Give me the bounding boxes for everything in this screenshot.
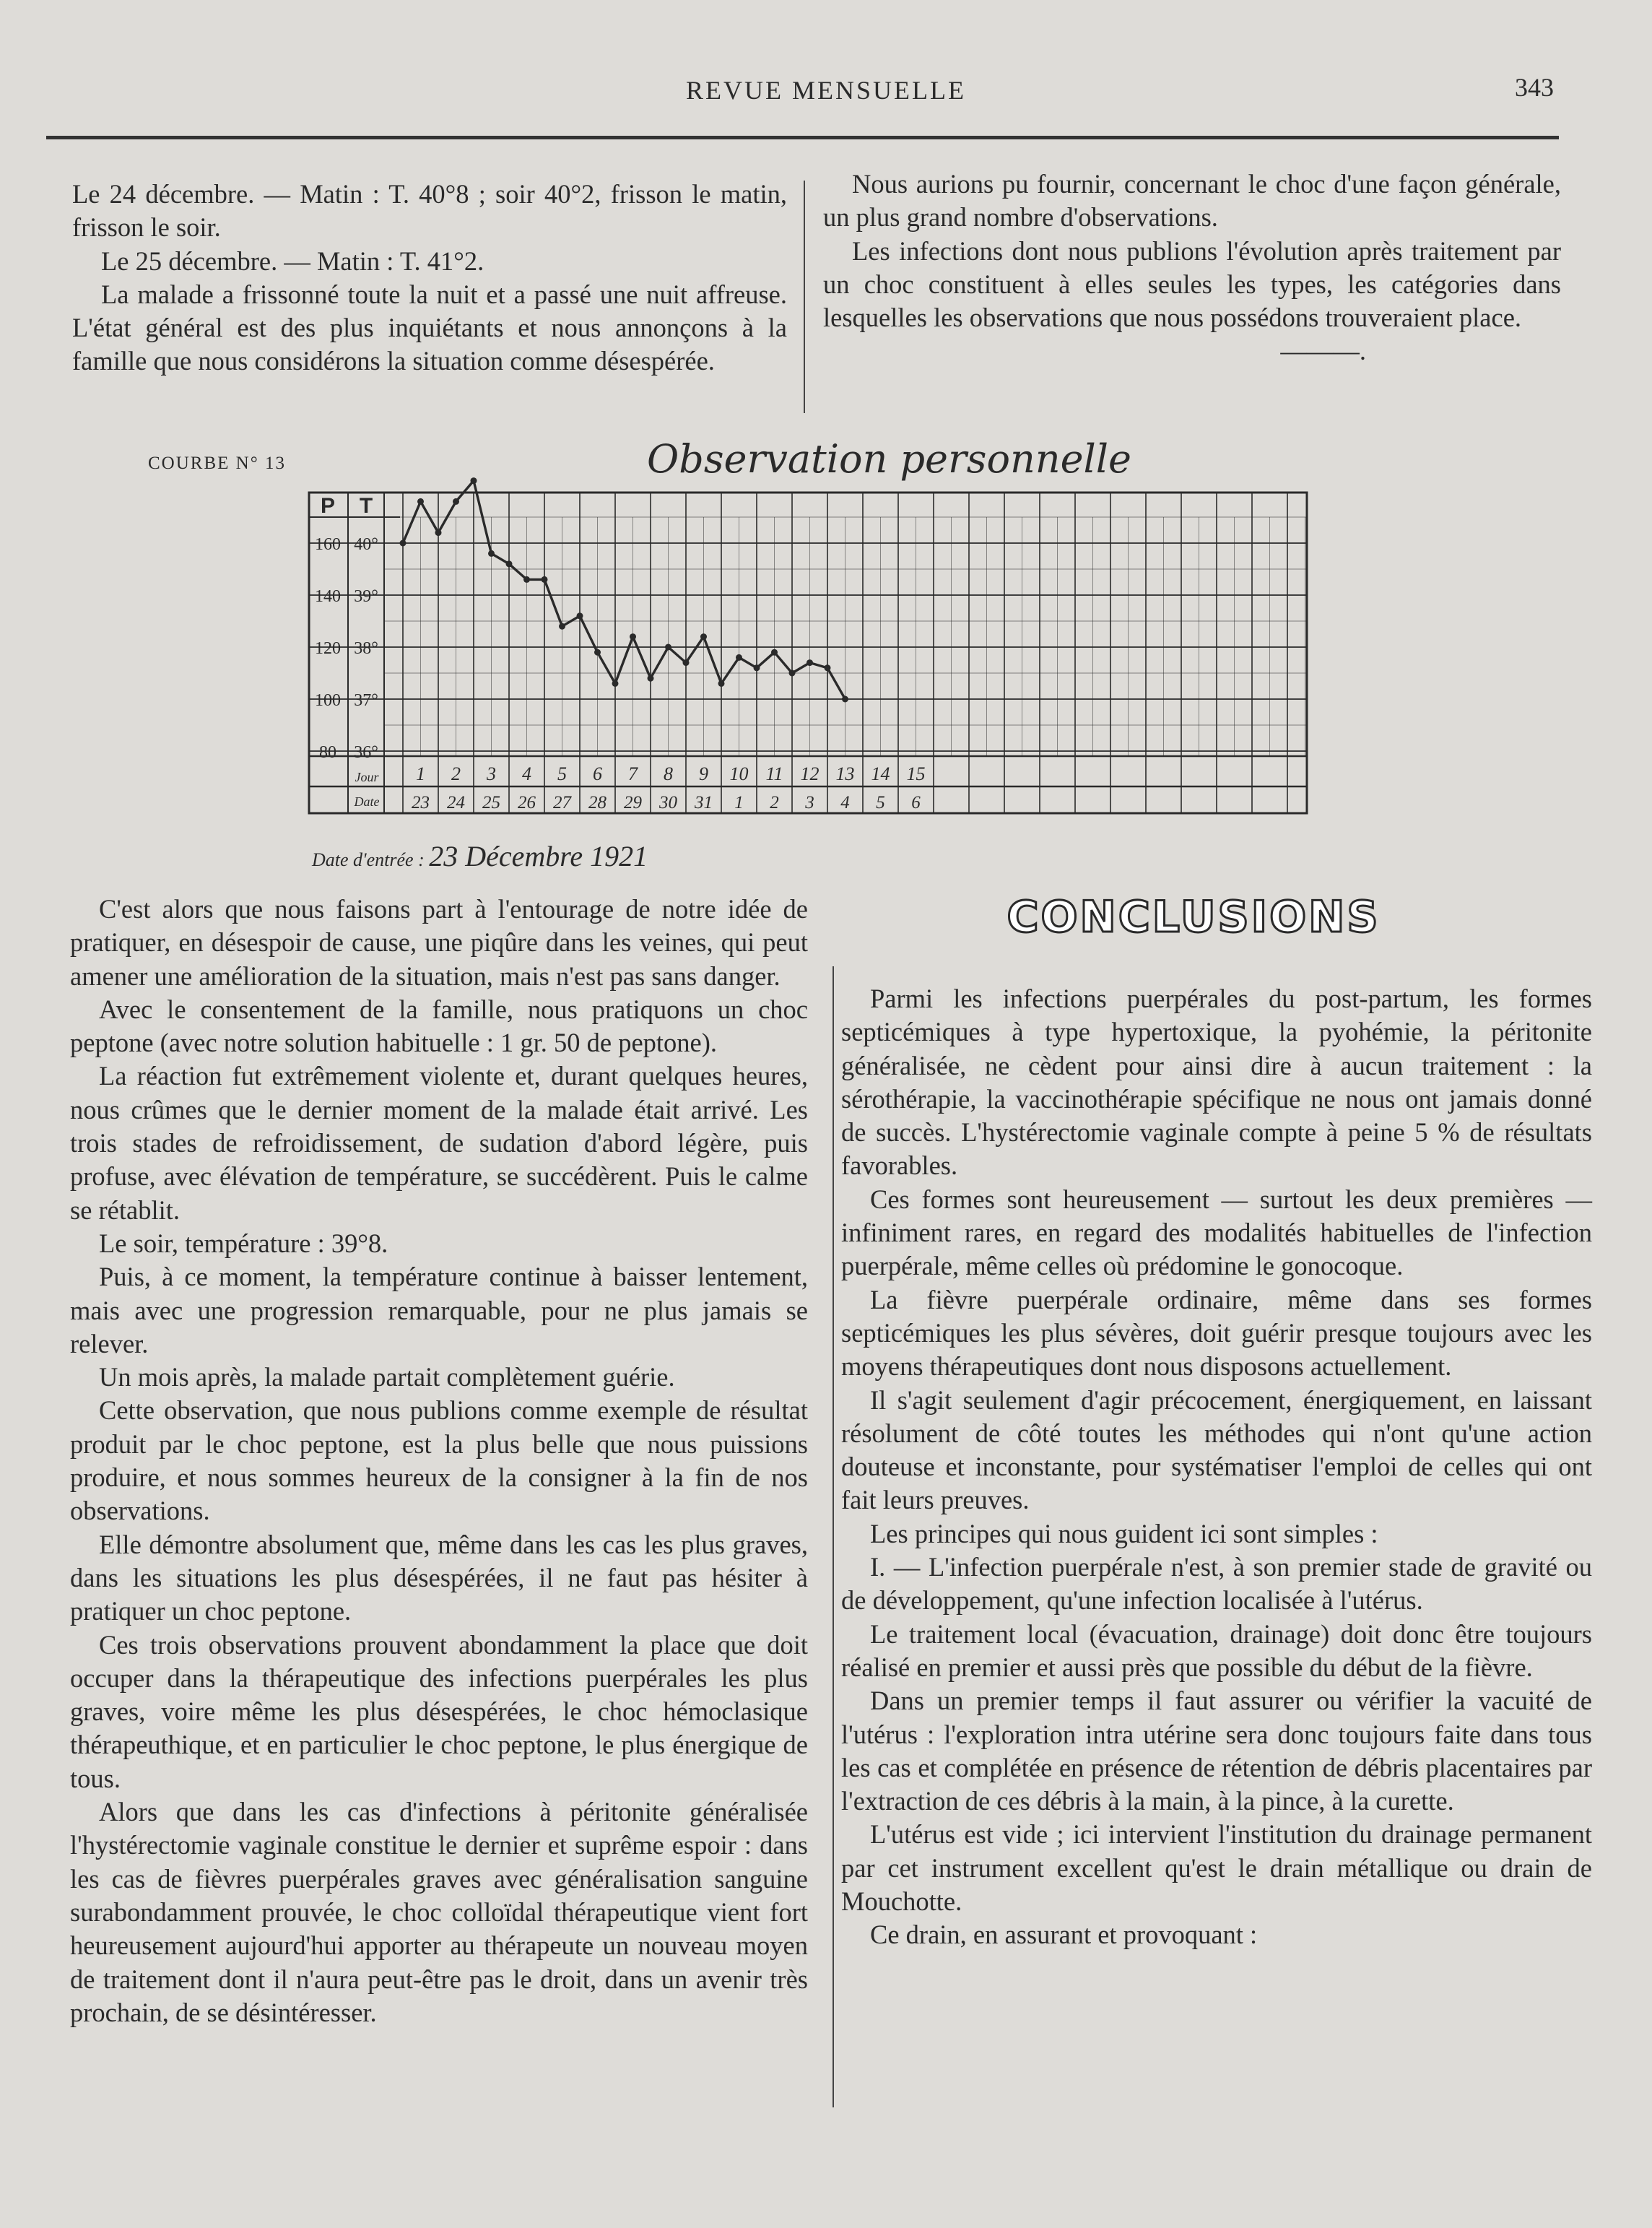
paragraph: Un mois après, la malade partait complètement guérie. — [99, 1362, 675, 1392]
temp-tick-label: 39° — [354, 587, 378, 606]
chart-date-caption — [312, 839, 648, 873]
paragraph: Les infections dont nous publions l'évolution après traitement par un choc constituent à elles seules les types, les catégories dans lesquelles les observations que nous possédons trouveraient place. — [823, 235, 1561, 333]
date-number: 23 — [412, 793, 430, 812]
temperature-point — [825, 664, 831, 671]
jour-number: 7 — [628, 763, 638, 784]
section-separator: ———. — [1280, 336, 1366, 366]
temperature-point — [506, 560, 513, 567]
jour-number: 12 — [800, 763, 820, 784]
paragraph: Nous aurions pu fournir, concernant le choc d'une façon générale, un plus grand nombre d'observations. — [823, 169, 1561, 233]
paragraph: Les principes qui nous guident ici sont simples : — [870, 1518, 1378, 1548]
temp-tick-label: 38° — [354, 639, 378, 658]
temperature-point — [400, 540, 407, 547]
pulse-tick-label: 160 — [315, 535, 341, 554]
date-number: 4 — [840, 793, 850, 812]
conclusions-heading: CONCLUSIONS — [1007, 892, 1381, 942]
paragraph: Le traitement local (évacuation, drainage) doit donc être toujours réalisé en premier et aussi près que possible du début de la fièvre. — [841, 1618, 1592, 1682]
chart-title: Observation personnelle — [647, 436, 1132, 482]
jour-number: 1 — [416, 763, 425, 784]
paragraph: Elle démontre absolument que, même dans les cas les plus graves, dans les situations les plus désespérées, il ne faut pas hésiter à pratiquer un choc peptone. — [70, 1529, 808, 1626]
date-number: 31 — [695, 793, 713, 812]
date-number: 30 — [659, 793, 677, 812]
bottom-right-column — [841, 982, 1592, 1952]
date-number: 29 — [624, 793, 642, 812]
page-number: 343 — [1515, 73, 1554, 102]
jour-number: 13 — [835, 763, 855, 784]
temperature-point — [577, 612, 583, 619]
temperature-point — [559, 623, 565, 630]
pulse-tick-label: 100 — [315, 691, 341, 710]
temperature-point — [471, 477, 477, 484]
jour-number: 8 — [664, 763, 673, 784]
temperature-point — [736, 654, 742, 661]
paragraph: Parmi les infections puerpérales du post-partum, les formes septicémiques à type hypertoxique, la pyohémie, la péritonite généralisée, ne cèdent pour ainsi dire à aucun traitement : la sérothérapie, la vaccinothérapie spécifique ne nous ont jamais donné de succès. L'hystérectomie vaginale compte à peine 5 % de résultats favorables. — [841, 984, 1592, 1181]
pulse-tick-label: 140 — [315, 587, 341, 606]
temperature-point — [665, 644, 671, 651]
temperature-point — [789, 670, 796, 677]
date-number: 5 — [876, 793, 885, 812]
jour-number: 3 — [487, 763, 496, 784]
paragraph: Avec le consentement de la famille, nous pratiquons un choc peptone (avec notre solution habituelle : 1 gr. 50 de peptone). — [70, 994, 808, 1058]
temperature-point — [683, 659, 690, 666]
jour-number: 11 — [765, 763, 783, 784]
temp-tick-label: 37° — [354, 691, 378, 710]
temperature-point — [417, 498, 424, 505]
chart-date-value: 23 Décembre 1921 — [429, 840, 648, 872]
temperature-point — [718, 680, 725, 687]
temperature-point — [542, 576, 548, 583]
paragraph: Il s'agit seulement d'agir précocement, énergiquement, en laissant résolument de côté toutes les méthodes qui n'ont qu'une action douteuse et inconstante, pour systématiser l'emploi de celles qui ont fait leurs preuves. — [841, 1384, 1592, 1515]
temperature-point — [630, 633, 636, 640]
date-number: 1 — [734, 793, 744, 812]
temp-tick-label: 36° — [354, 743, 378, 762]
jour-number: 14 — [871, 763, 890, 784]
paragraph: C'est alors que nous faisons part à l'entourage de notre idée de pratiquer, en désespoir de cause, une piqûre dans les veines, qui peut amener une amélioration de la situation, mais n'est pas sans danger. — [70, 894, 808, 991]
temperature-point — [453, 498, 459, 505]
chart-marks — [400, 477, 849, 702]
temperature-point — [842, 696, 848, 703]
temperature-point — [648, 675, 654, 682]
jour-number: 10 — [729, 763, 749, 784]
paragraph: I. — L'infection puerpérale n'est, à son premier stade de gravité ou de développement, qu'une infection localisée à l'utérus. — [841, 1552, 1592, 1616]
temperature-chart — [0, 0, 1652, 867]
pulse-tick-label: 120 — [315, 639, 341, 658]
temperature-point — [523, 576, 530, 583]
paragraph: Ce drain, en assurant et provoquant : — [870, 1920, 1258, 1950]
date-number: 3 — [805, 793, 814, 812]
chart-texts — [315, 494, 926, 812]
temperature-point — [594, 649, 601, 656]
paragraph: Le 25 décembre. — Matin : T. 41°2. — [101, 246, 484, 276]
temperature-point — [807, 659, 813, 666]
pulse-axis-title: P — [320, 494, 336, 518]
jour-number: 4 — [522, 763, 531, 784]
temperature-point — [754, 664, 760, 671]
column-divider-bottom — [832, 966, 834, 2107]
temperature-line — [403, 481, 845, 699]
date-number: 25 — [482, 793, 500, 812]
jour-row-label: Jour — [355, 770, 379, 784]
paragraph: Puis, à ce moment, la température continue à baisser lentement, mais avec une progression remarquable, pour ne plus jamais se relever. — [70, 1262, 808, 1358]
running-head: REVUE MENSUELLE — [686, 76, 966, 105]
paragraph: L'utérus est vide ; ici intervient l'institution du drainage permanent par cet instrument excellent qu'est le drain métallique ou drain de Mouchotte. — [841, 1819, 1592, 1917]
temp-tick-label: 40° — [354, 535, 378, 554]
date-number: 6 — [911, 793, 921, 812]
paragraph: Dans un premier temps il faut assurer ou vérifier la vacuité de l'utérus : l'exploration intra utérine sera donc toujours faite dans tous les cas et complétée en présence de rétention de débris placentaires par l'extraction de ces débris à la main, à la pince, à la curette. — [841, 1686, 1592, 1816]
date-row-label: Date — [354, 794, 380, 809]
chart-date-label: Date d'entrée : — [312, 849, 425, 870]
jour-number: 6 — [593, 763, 602, 784]
temperature-point — [700, 633, 707, 640]
jour-number: 9 — [699, 763, 708, 784]
paragraph: La fièvre puerpérale ordinaire, même dans ses formes septicémiques les plus sévères, doit guérir presque toujours avec les moyens thérapeutiques dont nous disposons actuellement. — [841, 1284, 1592, 1382]
paragraph: Alors que dans les cas d'infections à péritonite généralisée l'hystérectomie vaginale constitue le dernier et suprême espoir : dans les cas de fièvres puerpérales graves avec généralisation sanguine surabondamment prouvée, le choc colloïdal thérapeutique vient fort heureusement aujourd'hui apporter au thérapeute un nouveau moyen de traitement dont il n'aura peut-être pas le droit, dans un avenir très prochain, de se désintéresser. — [70, 1797, 808, 2027]
bottom-left-column — [70, 893, 808, 2029]
paragraph: Cette observation, que nous publions comme exemple de résultat produit par le choc peptone, est la plus belle que nous puissions produire, et nous sommes heureux de la consigner à la fin de nos observations. — [70, 1395, 808, 1526]
date-number: 26 — [518, 793, 536, 812]
jour-number: 2 — [451, 763, 461, 784]
temperature-point — [771, 649, 778, 656]
temperature-point — [435, 529, 442, 536]
paragraph: Ces trois observations prouvent abondamment la place que doit occuper dans la thérapeutique des infections puerpérales les plus graves, voire même les plus désespérées, le choc hémoclasique thérapeuthique, et en particulier le choc peptone, le plus énergique de tous. — [70, 1629, 808, 1793]
jour-number: 5 — [557, 763, 567, 784]
pulse-tick-label: 80 — [319, 743, 336, 762]
temperature-point — [488, 550, 495, 557]
paragraph: La malade a frissonné toute la nuit et a passé une nuit affreuse. L'état général est des plus inquiétants et nous annonçons à la famille que nous considérons la situation comme désespérée. — [72, 279, 787, 376]
date-number: 28 — [588, 793, 607, 812]
paragraph: Le 24 décembre. — Matin : T. 40°8 ; soir 40°2, frisson le matin, frisson le soir. — [72, 179, 787, 243]
date-number: 24 — [447, 793, 465, 812]
chart-label: COURBE N° 13 — [148, 454, 286, 473]
date-number: 27 — [553, 793, 571, 812]
paragraph: La réaction fut extrêmement violente et, durant quelques heures, nous crûmes que le dernier moment de la malade était arrivé. Les trois stades de refroidissement, de sudation d'abord légère, puis profuse, avec élévation de température, se succédèrent. Puis le calme se rétablit. — [70, 1061, 808, 1225]
paragraph: Le soir, température : 39°8. — [99, 1228, 388, 1258]
paragraph: Ces formes sont heureusement — surtout les deux premières — infiniment rares, en regard des modalités habituelles de l'infection puerpérale, même celles où prédomine le gonocoque. — [841, 1184, 1592, 1281]
date-number: 2 — [770, 793, 779, 812]
temperature-point — [612, 680, 619, 687]
temp-axis-title: T — [359, 494, 373, 518]
jour-number: 15 — [906, 763, 926, 784]
